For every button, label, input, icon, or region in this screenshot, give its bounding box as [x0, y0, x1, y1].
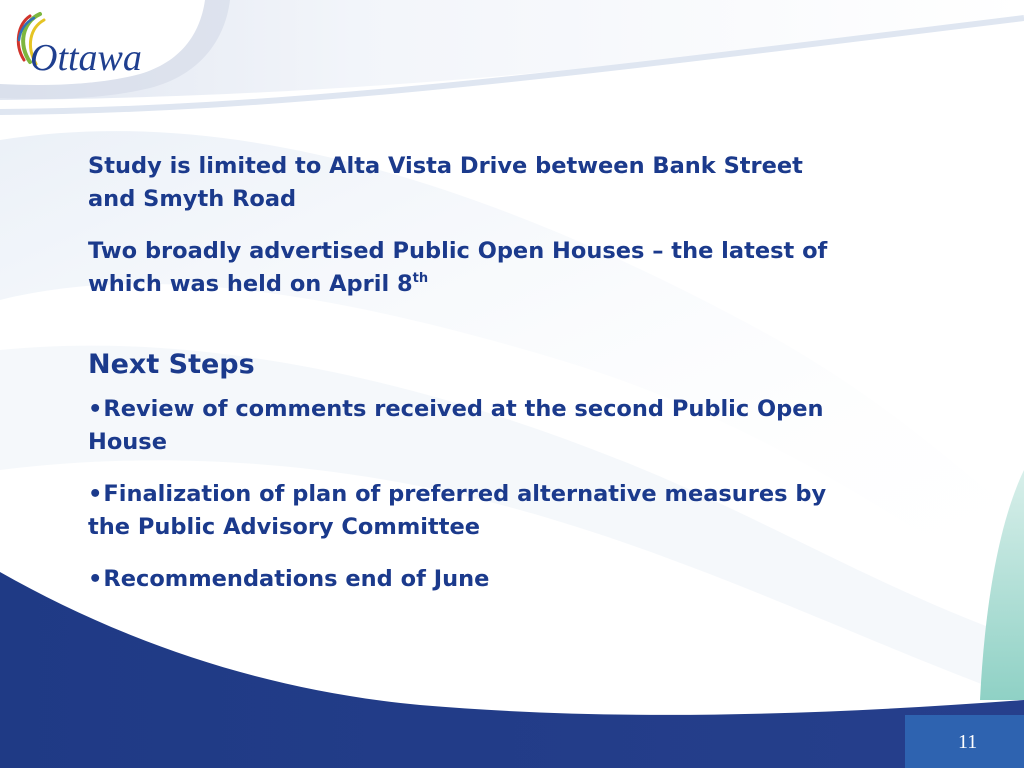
open-houses-paragraph — [88, 235, 848, 301]
page-number: 11 — [958, 731, 978, 753]
ordinal-suffix: th — [412, 271, 429, 286]
bullet-item — [88, 563, 848, 596]
study-scope-paragraph — [88, 150, 848, 216]
bullet-symbol: • — [88, 481, 103, 507]
bullet-item — [88, 393, 848, 459]
paragraph-text: Study is limited to Alta Vista Drive between Bank Street and Smyth Road — [88, 153, 803, 212]
bullet-text: Finalization of plan of preferred alternative measures by the Public Advisory Committee — [88, 481, 827, 540]
slide-content — [88, 150, 848, 615]
bullet-item — [88, 478, 848, 544]
bullet-text: Recommendations end of June — [103, 566, 490, 592]
next-steps-heading: Next Steps — [88, 349, 255, 380]
bullet-symbol: • — [88, 396, 103, 422]
paragraph-text: Two broadly advertised Public Open Houses – the latest of which was held on April 8 — [88, 238, 828, 297]
bullet-symbol: • — [88, 566, 103, 592]
bullet-text: Review of comments received at the second Public Open House — [88, 396, 824, 455]
logo-wordmark: Ottawa — [30, 37, 142, 79]
ottawa-logo — [0, 0, 240, 110]
